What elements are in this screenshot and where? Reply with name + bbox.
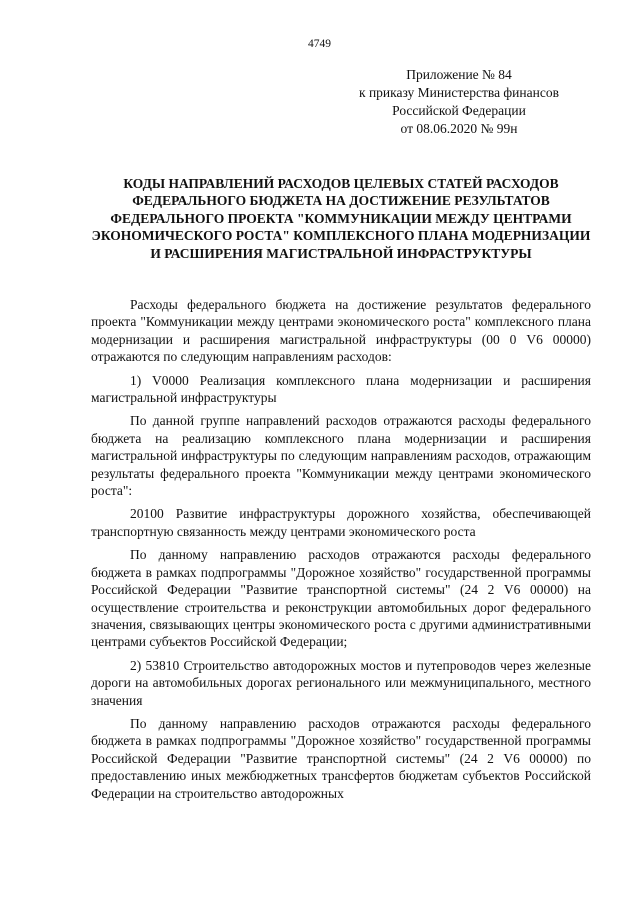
page-number: 4749 xyxy=(308,38,331,50)
appendix-line-2: к приказу Министерства финансов xyxy=(359,85,559,100)
paragraph-5: По данному направлению расходов отражаются расходы федерального бюджета в рамках подпрограммы "Дорожное хозяйство" государственной программы Российской Федерации "Развитие транспортной системы" (24 2 V6 00000) на осуществление строительства и реконструкции автомобильных дорог федерального значения, связывающих центры экономического роста с другими административными центрами субъектов Российской Федерации; xyxy=(91,547,591,650)
appendix-line-1: Приложение № 84 xyxy=(406,67,512,82)
paragraph-7: По данному направлению расходов отражаются расходы федерального бюджета в рамках подпрограммы "Дорожное хозяйство" государственной программы Российской Федерации "Развитие транспортной системы" (24 2 V6 00000) по предоставлению иных межбюджетных трансфертов бюджетам субъектов Российской Федерации на строительство автодорожных xyxy=(91,715,591,801)
appendix-line-4: от 08.06.2020 № 99н xyxy=(400,121,518,136)
paragraph-3: По данной группе направлений расходов отражаются расходы федерального бюджета на реализацию комплексного плана модернизации и расширения магистральной инфраструктуры по следующим направлениям расходов, отражающим результаты федерального проекта "Коммуникации между центрами экономического роста": xyxy=(91,413,591,499)
paragraph-2: 1) V0000 Реализация комплексного плана модернизации и расширения магистральной инфраструктуры xyxy=(91,372,591,406)
paragraph-1: Расходы федерального бюджета на достижение результатов федерального проекта "Коммуникации между центрами экономического роста" комплексного плана модернизации и расширения магистральной инфраструктуры (00 0 V6 00000) отражаются по следующим направлениям расходов: xyxy=(91,297,591,365)
appendix-block xyxy=(324,66,594,138)
paragraph-4: 20100 Развитие инфраструктуры дорожного хозяйства, обеспечивающей транспортную связанность между центрами экономического роста xyxy=(91,506,591,539)
document-body xyxy=(91,296,591,808)
paragraph-6: 2) 53810 Строительство автодорожных мостов и путепроводов через железные дороги на автомобильных дорогах регионального или межмуниципального, местного значения xyxy=(91,657,591,708)
document-title: КОДЫ НАПРАВЛЕНИЙ РАСХОДОВ ЦЕЛЕВЫХ СТАТЕЙ РАСХОДОВ ФЕДЕРАЛЬНОГО БЮДЖЕТА НА ДОСТИЖЕНИЕ РЕЗУЛЬТАТОВ ФЕДЕРАЛЬНОГО ПРОЕКТА "КОММУНИКАЦИИ МЕЖДУ ЦЕНТРАМИ ЭКОНОМИЧЕСКОГО РОСТА" КОМПЛЕКСНОГО ПЛАНА МОДЕРНИЗАЦИИ И РАСШИРЕНИЯ МАГИСТРАЛЬНОЙ ИНФРАСТРУКТУРЫ xyxy=(91,176,591,261)
appendix-line-3: Российской Федерации xyxy=(392,103,526,118)
